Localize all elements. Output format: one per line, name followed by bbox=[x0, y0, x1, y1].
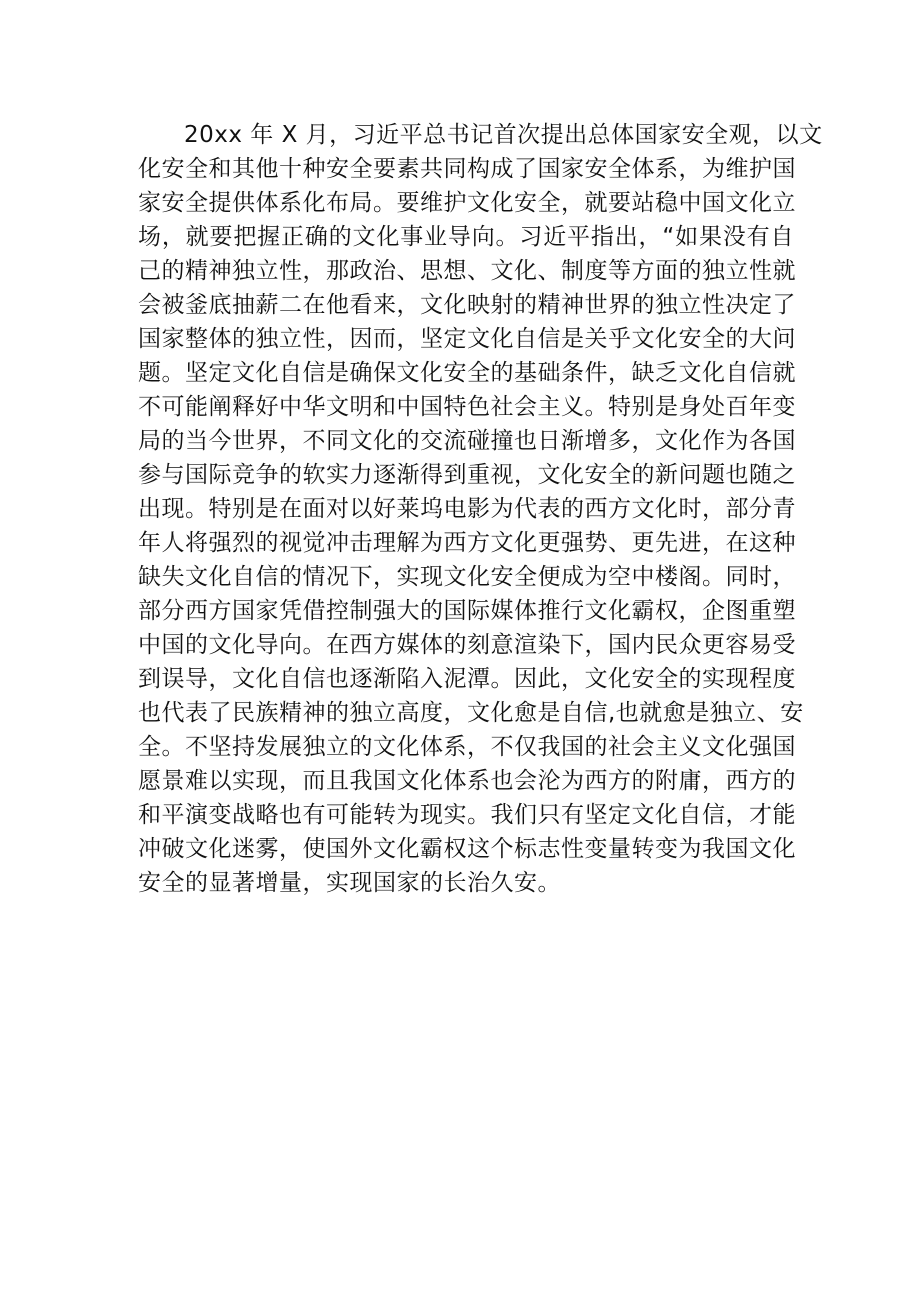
paragraph-line: 部分西方国家凭借控制强大的国际媒体推行文化霸权，企图重塑 bbox=[138, 598, 796, 624]
paragraph-line: 中国的文化导向。在西方媒体的刻意渲染下，国内民众更容易受 bbox=[138, 632, 796, 658]
paragraph-line: 出现。特别是在面对以好莱坞电影为代表的西方文化时，部分青 bbox=[138, 496, 796, 522]
paragraph-line: 和平演变战略也有可能转为现实。我们只有坚定文化自信，才能 bbox=[138, 802, 796, 828]
paragraph-line: 也代表了民族精神的独立高度，文化愈是自信,也就愈是独立、安 bbox=[138, 700, 804, 726]
paragraph-line: 局的当今世界，不同文化的交流碰撞也日渐增多，文化作为各国 bbox=[138, 428, 796, 454]
paragraph-line: 化安全和其他十种安全要素共同构成了国家安全体系，为维护国 bbox=[138, 156, 796, 182]
paragraph-line: 20xx 年 X 月，习近平总书记首次提出总体国家安全观，以文 bbox=[184, 122, 823, 148]
paragraph-line: 愿景难以实现，而且我国文化体系也会沦为西方的附庸，西方的 bbox=[138, 768, 796, 794]
paragraph-line: 家安全提供体系化布局。要维护文化安全，就要站稳中国文化立 bbox=[138, 190, 796, 216]
paragraph-line: 参与国际竞争的软实力逐渐得到重视，文化安全的新问题也随之 bbox=[138, 462, 796, 488]
paragraph-line: 到误导，文化自信也逐渐陷入泥潭。因此，文化安全的实现程度 bbox=[138, 666, 796, 692]
paragraph-line: 缺失文化自信的情况下，实现文化安全便成为空中楼阁。同时， bbox=[138, 564, 796, 590]
paragraph-line: 冲破文化迷雾，使国外文化霸权这个标志性变量转变为我国文化 bbox=[138, 836, 796, 862]
paragraph-line: 国家整体的独立性，因而，坚定文化自信是关乎文化安全的大问 bbox=[138, 326, 796, 352]
body-paragraph bbox=[138, 118, 823, 900]
paragraph-line: 题。坚定文化自信是确保文化安全的基础条件，缺乏文化自信就 bbox=[138, 360, 796, 386]
paragraph-line: 不可能阐释好中华文明和中国特色社会主义。特别是身处百年变 bbox=[138, 394, 796, 420]
paragraph-line: 全。不坚持发展独立的文化体系，不仅我国的社会主义文化强国 bbox=[138, 734, 796, 760]
paragraph-line: 年人将强烈的视觉冲击理解为西方文化更强势、更先进，在这种 bbox=[138, 530, 796, 556]
paragraph-line: 场，就要把握正确的文化事业导向。习近平指出，“如果没有自 bbox=[138, 224, 794, 250]
paragraph-line: 会被釜底抽薪二在他看来，文化映射的精神世界的独立性决定了 bbox=[138, 292, 796, 318]
paragraph-line: 安全的显著增量，实现国家的长治久安。 bbox=[138, 870, 561, 896]
paragraph-line: 己的精神独立性，那政治、思想、文化、制度等方面的独立性就 bbox=[138, 258, 796, 284]
